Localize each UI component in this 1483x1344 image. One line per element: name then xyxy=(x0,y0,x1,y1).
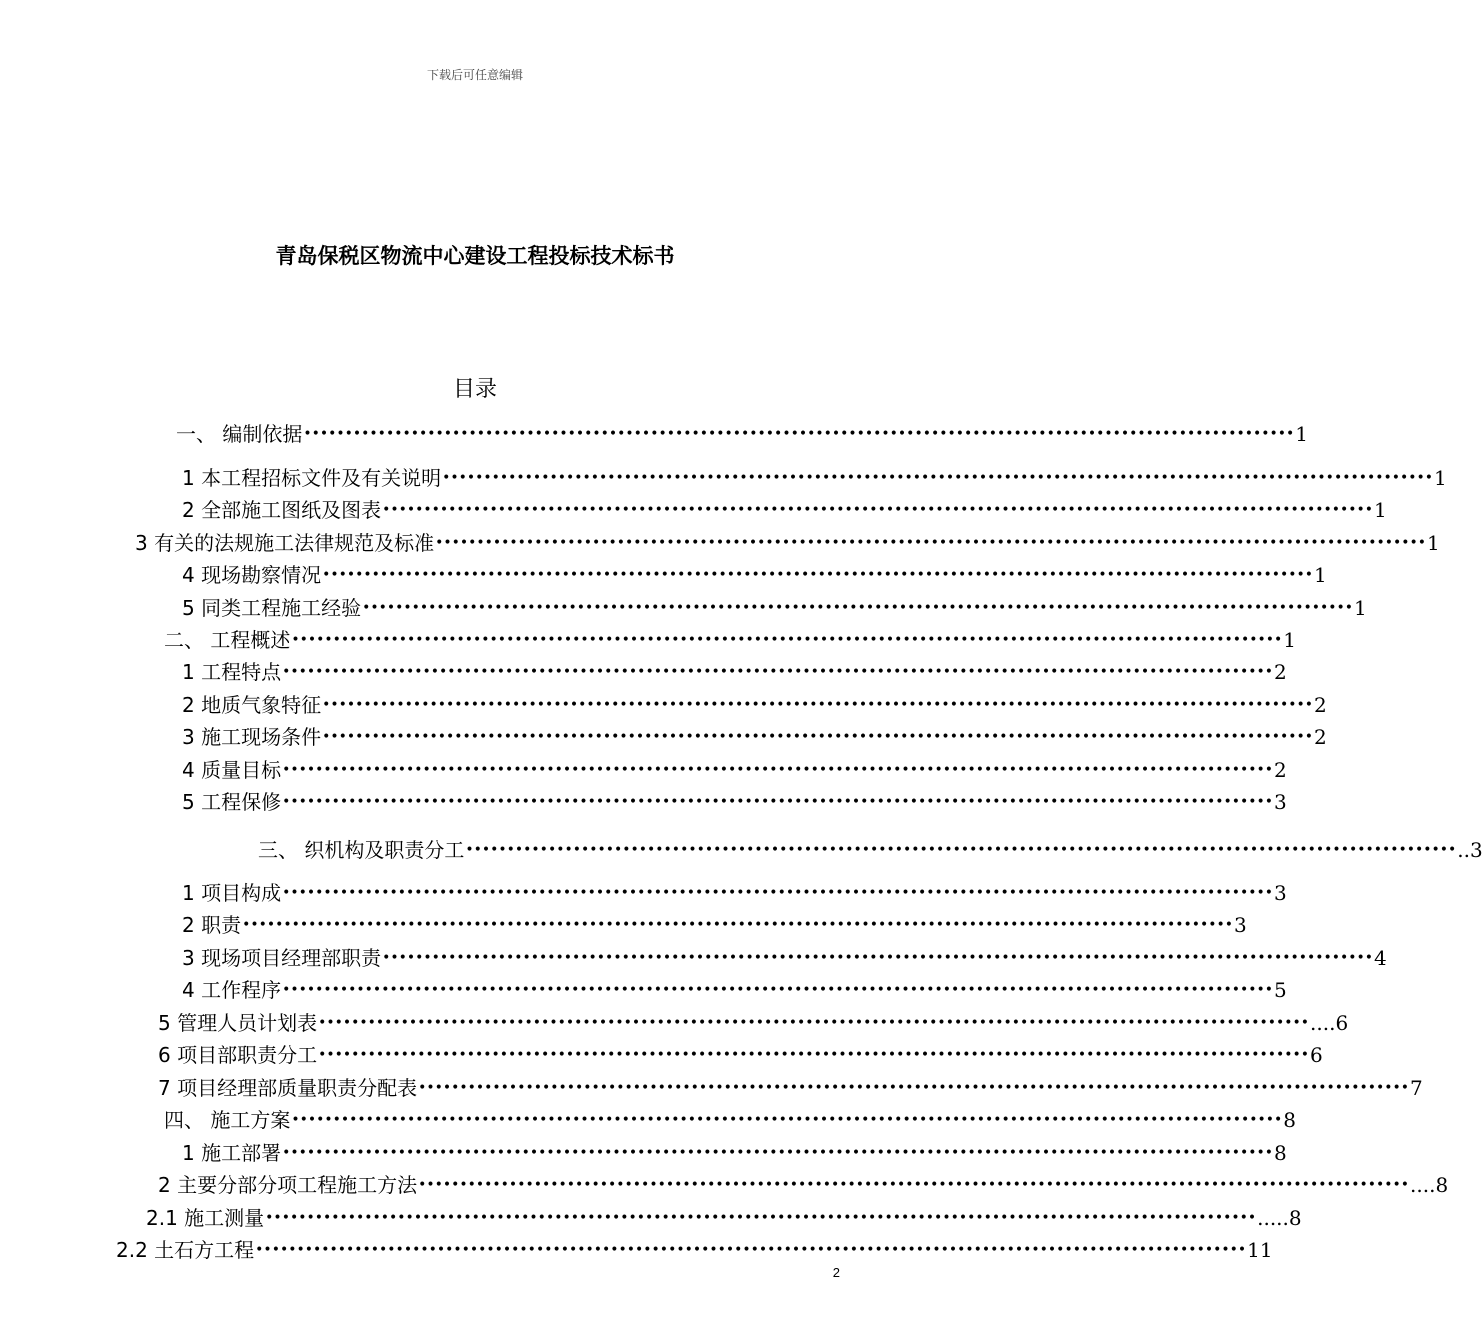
toc-entry-label: 3 现场项目经理部职责 xyxy=(182,946,382,970)
toc-entry[interactable] xyxy=(182,911,1247,939)
toc-entry[interactable] xyxy=(164,626,1297,654)
page-number: 2 xyxy=(832,1265,840,1280)
toc-entry[interactable] xyxy=(182,594,1367,622)
toc-entry-page: 3 xyxy=(1274,881,1287,905)
toc-entry-label: 4 工作程序 xyxy=(182,978,282,1002)
toc-entry-label: 2.2 土石方工程 xyxy=(116,1238,255,1262)
toc-leader: •••••••••••••••••••••••••••••••••••••••••••••••••••••••••••••••••••••••••••••••••••••••••••••••••••••••••••••••••••••••• xyxy=(382,950,1374,966)
toc-entry-label: 4 现场勘察情况 xyxy=(182,563,322,587)
toc-entry-label: 1 项目构成 xyxy=(182,881,282,905)
toc-leader: •••••••••••••••••••••••••••••••••••••••••••••••••••••••••••••••••••••••••••••••••••••••••••••••••••••••••••••••••••••••• xyxy=(318,1015,1310,1031)
document-title: 青岛保税区物流中心建设工程投标技术标书 xyxy=(275,244,675,268)
toc-entry[interactable] xyxy=(164,1106,1297,1134)
toc-entry-page: 1 xyxy=(1295,422,1309,446)
toc-entry-label: 2 全部施工图纸及图表 xyxy=(182,498,382,522)
toc-entry-page: 4 xyxy=(1374,946,1387,970)
toc-leader: •••••••••••••••••••••••••••••••••••••••••••••••••••••••••••••••••••••••••••••••••••••••••••••••••••••••••••••••••••••••• xyxy=(282,664,1274,680)
toc-leader: •••••••••••••••••••••••••••••••••••••••••••••••••••••••••••••••••••••••••••••••••••••••••••••••••••••••••••••••••••••••• xyxy=(322,729,1314,745)
toc-entry-label: 三、 织机构及职责分工 xyxy=(258,838,465,862)
toc-entry-page: 1 xyxy=(1354,596,1367,620)
toc-leader: •••••••••••••••••••••••••••••••••••••••••••••••••••••••••••••••••••••••••••••••••••••••••••••••••••••••••••••••••••••••• xyxy=(442,470,1434,486)
toc-entry-page: 1 xyxy=(1314,563,1327,587)
toc-leader: •••••••••••••••••••••••••••••••••••••••••••••••••••••••••••••••••••••••••••••••••••••••••••••••••••••••••••••••••••••••• xyxy=(282,885,1274,901)
toc-entry[interactable] xyxy=(182,496,1387,524)
toc-leader: •••••••••••••••••••••••••••••••••••••••••••••••••••••••••••••••••••••••••••••••••••••••••••••••••••••••••••••••••••••••• xyxy=(303,426,1295,442)
toc-leader: •••••••••••••••••••••••••••••••••••••••••••••••••••••••••••••••••••••••••••••••••••••••••••••••••••••••••••••••••••••••• xyxy=(382,502,1374,518)
toc-entry-label: 1 施工部署 xyxy=(182,1141,282,1165)
toc-leader: •••••••••••••••••••••••••••••••••••••••••••••••••••••••••••••••••••••••••••••••••••••••••••••••••••••••••••••••••••••••• xyxy=(318,1047,1310,1063)
toc-entry[interactable] xyxy=(182,976,1287,1004)
toc-entry[interactable] xyxy=(182,1139,1287,1167)
toc-entry-page: 1 xyxy=(1434,466,1447,490)
toc-leader: •••••••••••••••••••••••••••••••••••••••••••••••••••••••••••••••••••••••••••••••••••••••••••••••••••••••••••••••••••••••• xyxy=(282,794,1274,810)
toc-entry-label: 1 工程特点 xyxy=(182,660,282,684)
toc-leader: •••••••••••••••••••••••••••••••••••••••••••••••••••••••••••••••••••••••••••••••••••••••••••••••••••••••••••••••••••••••• xyxy=(242,917,1234,933)
toc-entry-label: 2 地质气象特征 xyxy=(182,693,322,717)
toc-entry[interactable] xyxy=(135,529,1440,557)
toc-entry-page: 2 xyxy=(1274,758,1287,782)
toc-entry-label: 4 质量目标 xyxy=(182,758,282,782)
toc-entry-page: ....8 xyxy=(1410,1173,1449,1197)
toc-entry-label: 5 管理人员计划表 xyxy=(158,1011,318,1035)
toc-entry[interactable] xyxy=(182,691,1327,719)
toc-entry[interactable] xyxy=(182,561,1327,589)
toc-leader: •••••••••••••••••••••••••••••••••••••••••••••••••••••••••••••••••••••••••••••••••••••••••••••••••••••••••••••••••••••••• xyxy=(255,1242,1247,1258)
toc-leader: •••••••••••••••••••••••••••••••••••••••••••••••••••••••••••••••••••••••••••••••••••••••••••••••••••••••••••••••••••••••• xyxy=(465,842,1457,858)
toc-leader: •••••••••••••••••••••••••••••••••••••••••••••••••••••••••••••••••••••••••••••••••••••••••••••••••••••••••••••••••••••••• xyxy=(291,1112,1283,1128)
toc-entry-page: ....6 xyxy=(1310,1011,1349,1035)
toc-entry-page: 1 xyxy=(1427,531,1440,555)
toc-leader: •••••••••••••••••••••••••••••••••••••••••••••••••••••••••••••••••••••••••••••••••••••••••••••••••••••••••••••••••••••••• xyxy=(265,1210,1257,1226)
toc-entry-label: 6 项目部职责分工 xyxy=(158,1043,318,1067)
toc-entry-label: 四、 施工方案 xyxy=(164,1108,291,1132)
toc-entry-page: 7 xyxy=(1410,1076,1423,1100)
toc-entry-page: 8 xyxy=(1274,1141,1287,1165)
toc-leader: •••••••••••••••••••••••••••••••••••••••••••••••••••••••••••••••••••••••••••••••••••••••••••••••••••••••••••••••••••••••• xyxy=(418,1080,1410,1096)
toc-leader: •••••••••••••••••••••••••••••••••••••••••••••••••••••••••••••••••••••••••••••••••••••••••••••••••••••••••••••••••••••••• xyxy=(322,697,1314,713)
toc-entry-page: 2 xyxy=(1314,693,1327,717)
toc-entry-page: 11 xyxy=(1247,1238,1273,1262)
toc-entry[interactable] xyxy=(116,1236,1273,1264)
toc-leader: •••••••••••••••••••••••••••••••••••••••••••••••••••••••••••••••••••••••••••••••••••••••••••••••••••••••••••••••••••••••• xyxy=(418,1177,1410,1193)
toc-entry-page: 3 xyxy=(1234,913,1247,937)
toc-heading: 目录 xyxy=(452,377,497,402)
toc-entry-page: 3 xyxy=(1274,790,1287,814)
toc-entry-label: 2.1 施工测量 xyxy=(146,1206,265,1230)
toc-entry[interactable] xyxy=(182,944,1387,972)
toc-entry-label: 3 有关的法规施工法律规范及标准 xyxy=(135,531,435,555)
toc-entry[interactable] xyxy=(146,1204,1302,1232)
toc-entry-page: 8 xyxy=(1283,1108,1297,1132)
toc-leader: •••••••••••••••••••••••••••••••••••••••••••••••••••••••••••••••••••••••••••••••••••••••••••••••••••••••••••••••••••••••• xyxy=(291,632,1283,648)
toc-entry[interactable] xyxy=(176,420,1309,448)
toc-entry[interactable] xyxy=(158,1041,1323,1069)
toc-leader: •••••••••••••••••••••••••••••••••••••••••••••••••••••••••••••••••••••••••••••••••••••••••••••••••••••••••••••••••••••••• xyxy=(322,567,1314,583)
toc-entry-label: 7 项目经理部质量职责分配表 xyxy=(158,1076,418,1100)
toc-entry[interactable] xyxy=(258,836,1483,864)
toc-entry-page: 5 xyxy=(1274,978,1287,1002)
toc-entry[interactable] xyxy=(182,464,1447,492)
toc-entry-label: 一、 编制依据 xyxy=(176,422,303,446)
toc-entry-label: 3 施工现场条件 xyxy=(182,725,322,749)
toc-entry-label: 5 同类工程施工经验 xyxy=(182,596,362,620)
toc-entry-page: 1 xyxy=(1374,498,1387,522)
toc-entry-label: 5 工程保修 xyxy=(182,790,282,814)
toc-entry[interactable] xyxy=(158,1171,1449,1199)
page-header: 下载后可任意编辑 xyxy=(426,68,523,82)
toc-entry[interactable] xyxy=(158,1009,1349,1037)
toc-entry-label: 1 本工程招标文件及有关说明 xyxy=(182,466,442,490)
toc-entry[interactable] xyxy=(182,723,1327,751)
toc-leader: •••••••••••••••••••••••••••••••••••••••••••••••••••••••••••••••••••••••••••••••••••••••••••••••••••••••••••••••••••••••• xyxy=(282,762,1274,778)
toc-leader: •••••••••••••••••••••••••••••••••••••••••••••••••••••••••••••••••••••••••••••••••••••••••••••••••••••••••••••••••••••••• xyxy=(282,982,1274,998)
toc-leader: •••••••••••••••••••••••••••••••••••••••••••••••••••••••••••••••••••••••••••••••••••••••••••••••••••••••••••••••••••••••• xyxy=(435,535,1427,551)
toc-entry[interactable] xyxy=(158,1074,1423,1102)
toc-entry-page: 6 xyxy=(1310,1043,1323,1067)
toc-entry-label: 2 主要分部分项工程施工方法 xyxy=(158,1173,418,1197)
toc-entry[interactable] xyxy=(182,879,1287,907)
toc-entry-page: 1 xyxy=(1283,628,1297,652)
toc-leader: •••••••••••••••••••••••••••••••••••••••••••••••••••••••••••••••••••••••••••••••••••••••••••••••••••••••••••••••••••••••• xyxy=(282,1145,1274,1161)
toc-entry-label: 2 职责 xyxy=(182,913,242,937)
toc-entry-page: ..3 xyxy=(1457,838,1483,862)
toc-entry[interactable] xyxy=(182,756,1287,784)
toc-entry-page: 2 xyxy=(1274,660,1287,684)
toc-entry-page: .....8 xyxy=(1257,1206,1302,1230)
toc-entry-page: 2 xyxy=(1314,725,1327,749)
toc-entry[interactable] xyxy=(182,788,1287,816)
toc-entry[interactable] xyxy=(182,658,1287,686)
toc-leader: •••••••••••••••••••••••••••••••••••••••••••••••••••••••••••••••••••••••••••••••••••••••••••••••••••••••••••••••••••••••• xyxy=(362,600,1354,616)
toc-entry-label: 二、 工程概述 xyxy=(164,628,291,652)
